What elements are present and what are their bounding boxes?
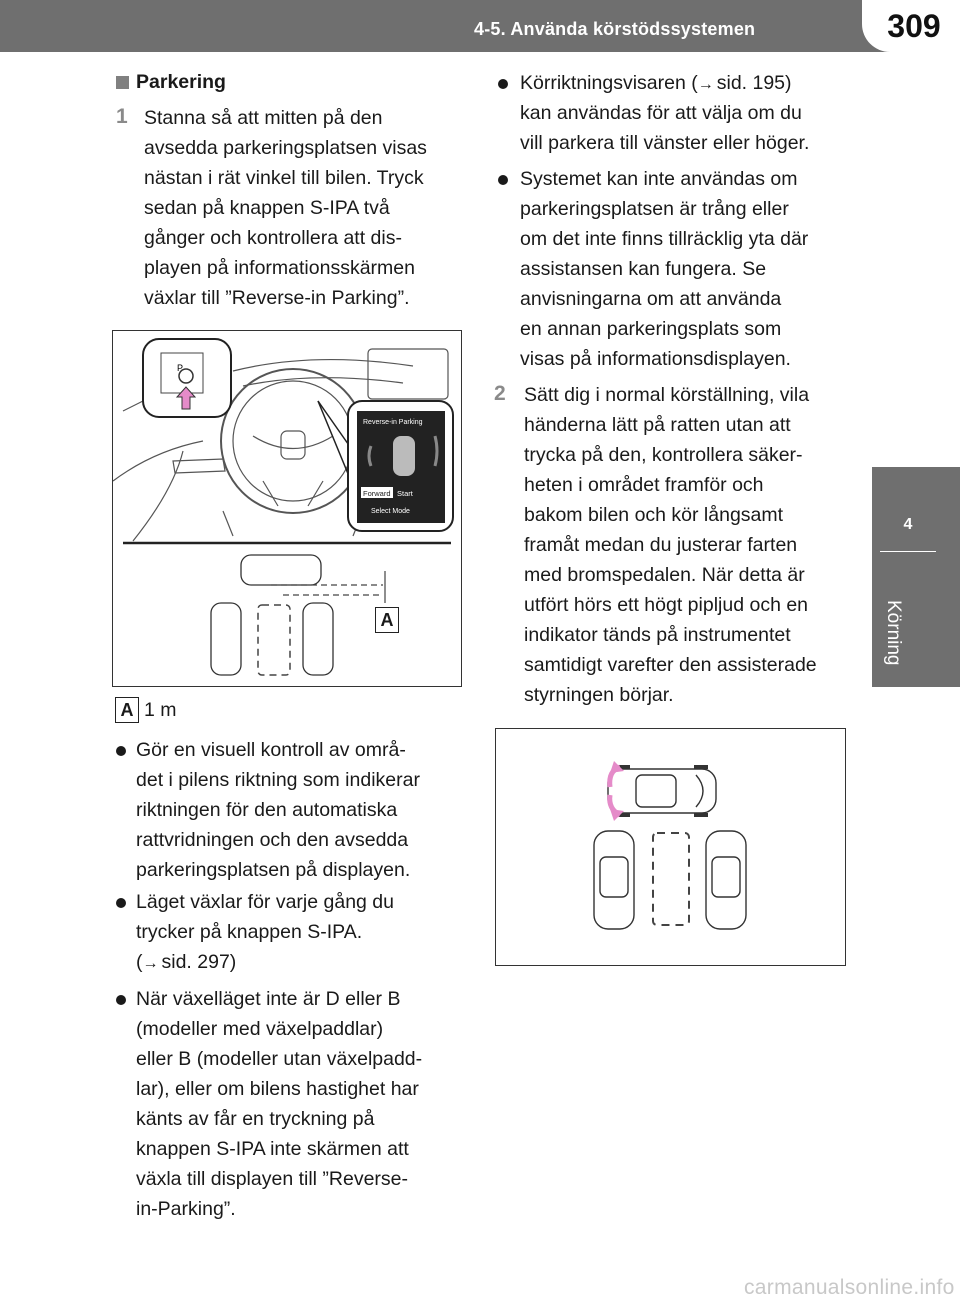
step2-line: Sätt dig i normal körställning, vila (524, 384, 810, 406)
bullet2-ref-line (136, 947, 236, 979)
section-title: 4-5. Använda körstödssystemen (474, 19, 756, 39)
step2-line: samtidigt varefter den assisterade (524, 654, 817, 676)
step1-line: gånger och kontrollera att dis- (144, 227, 402, 249)
step1-line: växlar till ”Reverse-in Parking”. (144, 287, 410, 309)
screen-start: Start (397, 489, 413, 498)
screen-forward: Forward (363, 489, 391, 498)
right-bullet2-line: visas på informationsdisplayen. (520, 348, 791, 370)
right-bullet1-line: kan användas för att välja om du (520, 102, 802, 124)
step2-line: bakom bilen och kör långsamt (524, 504, 784, 526)
screen-select: Select Mode (371, 508, 410, 515)
right-bullet1-line: vill parkera till vänster eller höger. (520, 132, 810, 154)
parking-maneuver-figure (495, 728, 846, 966)
bullet3-line: lar), eller om bilens hastighet har (136, 1078, 419, 1100)
heading-square-icon (116, 76, 129, 89)
step2-line: med bromspedalen. När detta är (524, 564, 805, 586)
bullet-icon (498, 79, 508, 89)
cockpit-figure (112, 330, 462, 687)
step2-line: styrningen börjar. (524, 684, 674, 706)
switch-p-label: P (177, 363, 184, 373)
step2-line: utfört hörs ett högt pipljud och en (524, 594, 809, 616)
legend-key-a: A (115, 697, 139, 723)
chapter-number: 4 (903, 516, 913, 533)
bullet1-line: rattvridningen och den avsedda (136, 829, 409, 851)
bullet1-line: riktningen för den automatiska (136, 799, 398, 821)
callout-a: A (375, 607, 399, 633)
bullet3-line: in-Parking”. (136, 1198, 236, 1220)
bullet-icon (116, 995, 126, 1005)
footer-watermark: carmanualsonline.info (744, 1276, 955, 1299)
bullet2-line: Läget växlar för varje gång du (136, 891, 394, 913)
arrow-right-icon: → (142, 955, 159, 972)
step2-line: heten i området framför och (524, 474, 764, 496)
step1-line: avsedda parkeringsplatsen visas (144, 137, 427, 159)
screen-title: Reverse-in Parking (363, 419, 423, 426)
bullet-icon (116, 746, 126, 756)
step2-line: framåt medan du justerar farten (524, 534, 798, 556)
right-bullet1-pre: Körriktningsvisaren ( (520, 72, 698, 94)
section-heading: Parkering (136, 71, 226, 93)
step1-line: playen på informationsskärmen (144, 257, 415, 279)
cockpit-illustration (113, 331, 461, 686)
parking-maneuver-illustration (496, 729, 845, 965)
bullet3-line: (modeller med växelpaddlar) (136, 1018, 384, 1040)
step2-line: indikator tänds på instrumentet (524, 624, 791, 646)
step1-line: Stanna så att mitten på den (144, 107, 383, 129)
right-bullet1-ref[interactable]: sid. 195) (716, 72, 792, 94)
step1-line: sedan på knappen S-IPA två (144, 197, 390, 219)
ref-open-paren: ( (136, 951, 143, 973)
bullet1-line: det i pilens riktning som indikerar (136, 769, 420, 791)
bullet-icon (116, 898, 126, 908)
page-number-tab (862, 0, 960, 52)
bullet-icon (498, 175, 508, 185)
step2-line: händerna lätt på ratten utan att (524, 414, 791, 436)
bullet2-ref[interactable]: sid. 297) (161, 951, 237, 973)
chapter-divider (880, 551, 936, 552)
right-bullet2-line: en annan parkeringsplats som (520, 318, 782, 340)
bullet2-line: trycker på knappen S-IPA. (136, 921, 363, 943)
step-number: 2 (494, 382, 506, 405)
right-bullet2-line: Systemet kan inte användas om (520, 168, 798, 190)
arrow-right-icon: → (697, 76, 714, 93)
bullet3-line: När växelläget inte är D eller B (136, 988, 401, 1010)
legend-text: 1 m (144, 699, 177, 721)
right-bullet2-line: om det inte finns tillräcklig yta där (520, 228, 809, 250)
bullet3-line: knappen S-IPA inte skärmen att (136, 1138, 409, 1160)
right-bullet2-line: assistansen kan fungera. Se (520, 258, 767, 280)
right-bullet2-line: anvisningarna om att använda (520, 288, 782, 310)
bullet1-line: parkeringsplatsen på displayen. (136, 859, 411, 881)
chapter-label: Körning (883, 600, 904, 666)
right-bullet2-line: parkeringsplatsen är trång eller (520, 198, 789, 220)
page-number: 309 (887, 8, 941, 44)
step2-line: trycka på den, kontrollera säker- (524, 444, 803, 466)
bullet3-line: växla till displayen till ”Reverse- (136, 1168, 409, 1190)
bullet3-line: eller B (modeller utan växelpadd- (136, 1048, 423, 1070)
step-number: 1 (116, 105, 128, 128)
bullet3-line: känts av får en tryckning på (136, 1108, 375, 1130)
bullet1-line: Gör en visuell kontroll av områ- (136, 739, 406, 761)
step1-line: nästan i rät vinkel till bilen. Tryck (144, 167, 424, 189)
right-bullet1-first-line (520, 68, 792, 100)
